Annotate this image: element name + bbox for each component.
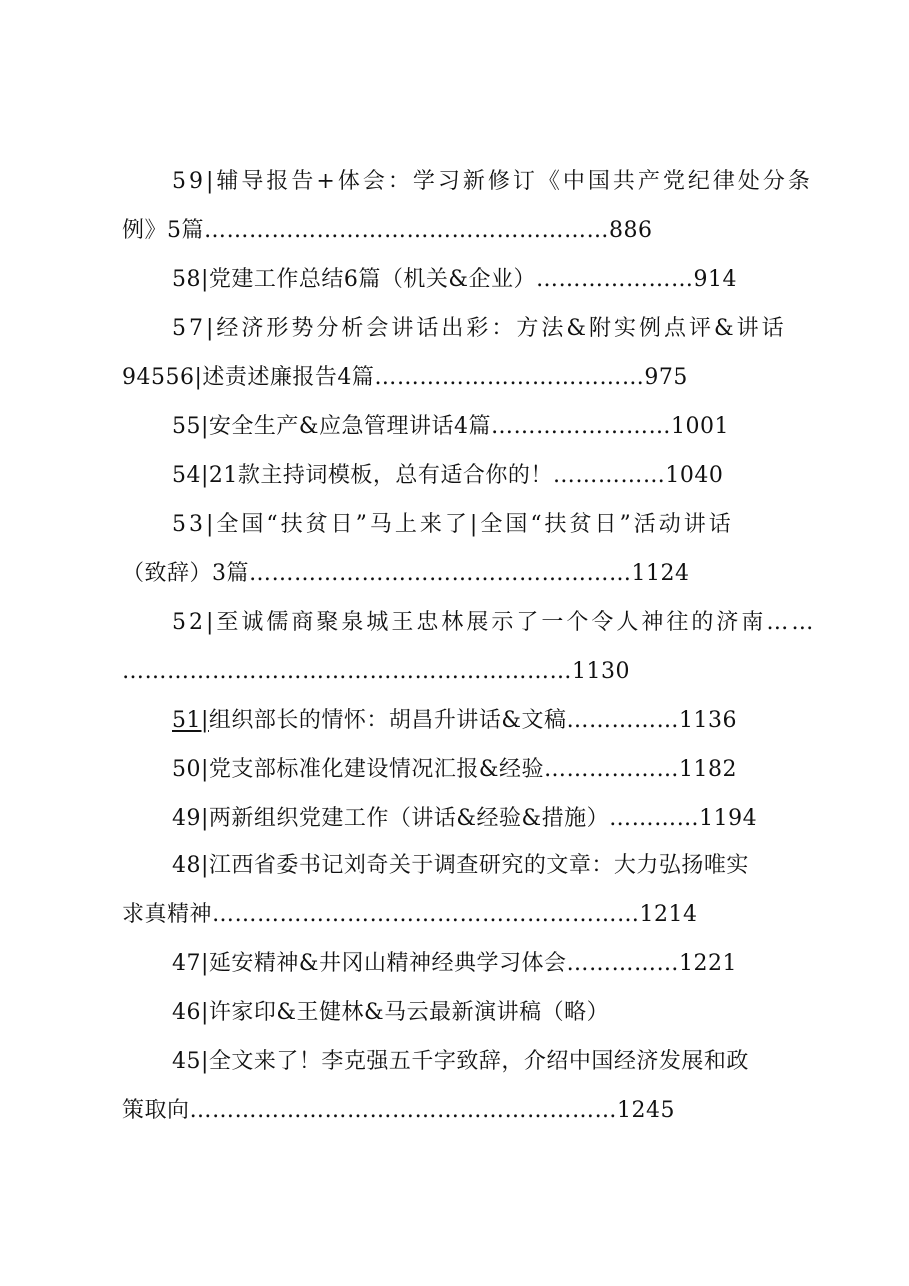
toc-entry-48-line2: 求真精神…………………………………………………1214 [122, 902, 698, 927]
toc-entry-51 [172, 701, 737, 741]
toc-entry-53-line1: 53|全国“扶贫日”马上来了|全国“扶贫日”活动讲话 [172, 512, 734, 537]
toc-entry-59-line2: 例》5篇………………………………………………886 [122, 218, 653, 243]
toc-entry-57-line1: 57|经济形势分析会讲话出彩：方法&附实例点评&讲话 [172, 316, 787, 341]
toc-entry-46: 46|许家印&王健林&马云最新演讲稿（略） [172, 1000, 610, 1025]
toc-entry-48-line1: 48|江西省委书记刘奇关于调查研究的文章：大力弘扬唯实 [172, 853, 749, 878]
toc-entry-50: 50|党支部标准化建设情况汇报&经验………………1182 [172, 757, 737, 782]
toc-entry-49: 49|两新组织党建工作（讲话&经验&措施）…………1194 [172, 806, 758, 831]
toc-entry-54: 54|21款主持词模板，总有适合你的！……………1040 [172, 463, 724, 488]
toc-entry-51-title: 组织部长的情怀：胡昌升讲话&文稿……………1136 [208, 708, 737, 733]
toc-entry-55: 55|安全生产&应急管理讲话4篇……………………1001 [172, 414, 729, 439]
toc-entry-45-line1: 45|全文来了！李克强五千字致辞，介绍中国经济发展和政 [172, 1049, 749, 1074]
toc-entry-59-line1: 59|辅导报告+体会：学习新修订《中国共产党纪律处分条 [172, 169, 813, 194]
toc-entry-53-line2: （致辞）3篇……………………………………………1124 [122, 561, 690, 586]
toc-entry-52-line2: ……………………………………………………1130 [122, 659, 630, 684]
toc-entry-47: 47|延安精神&井冈山精神经典学习体会……………1221 [172, 951, 737, 976]
toc-entry-51-number: 51| [172, 708, 209, 733]
toc-entry-58: 58|党建工作总结6篇（机关&企业）…………………914 [172, 267, 737, 292]
toc-entry-45-line2: 策取向…………………………………………………1245 [122, 1098, 675, 1123]
toc-entry-57-line2: 94556|述责述廉报告4篇………………………………975 [122, 365, 688, 390]
toc-entry-52-line1: 52|至诚儒商聚泉城王忠林展示了一个令人神往的济南…… [172, 610, 817, 635]
